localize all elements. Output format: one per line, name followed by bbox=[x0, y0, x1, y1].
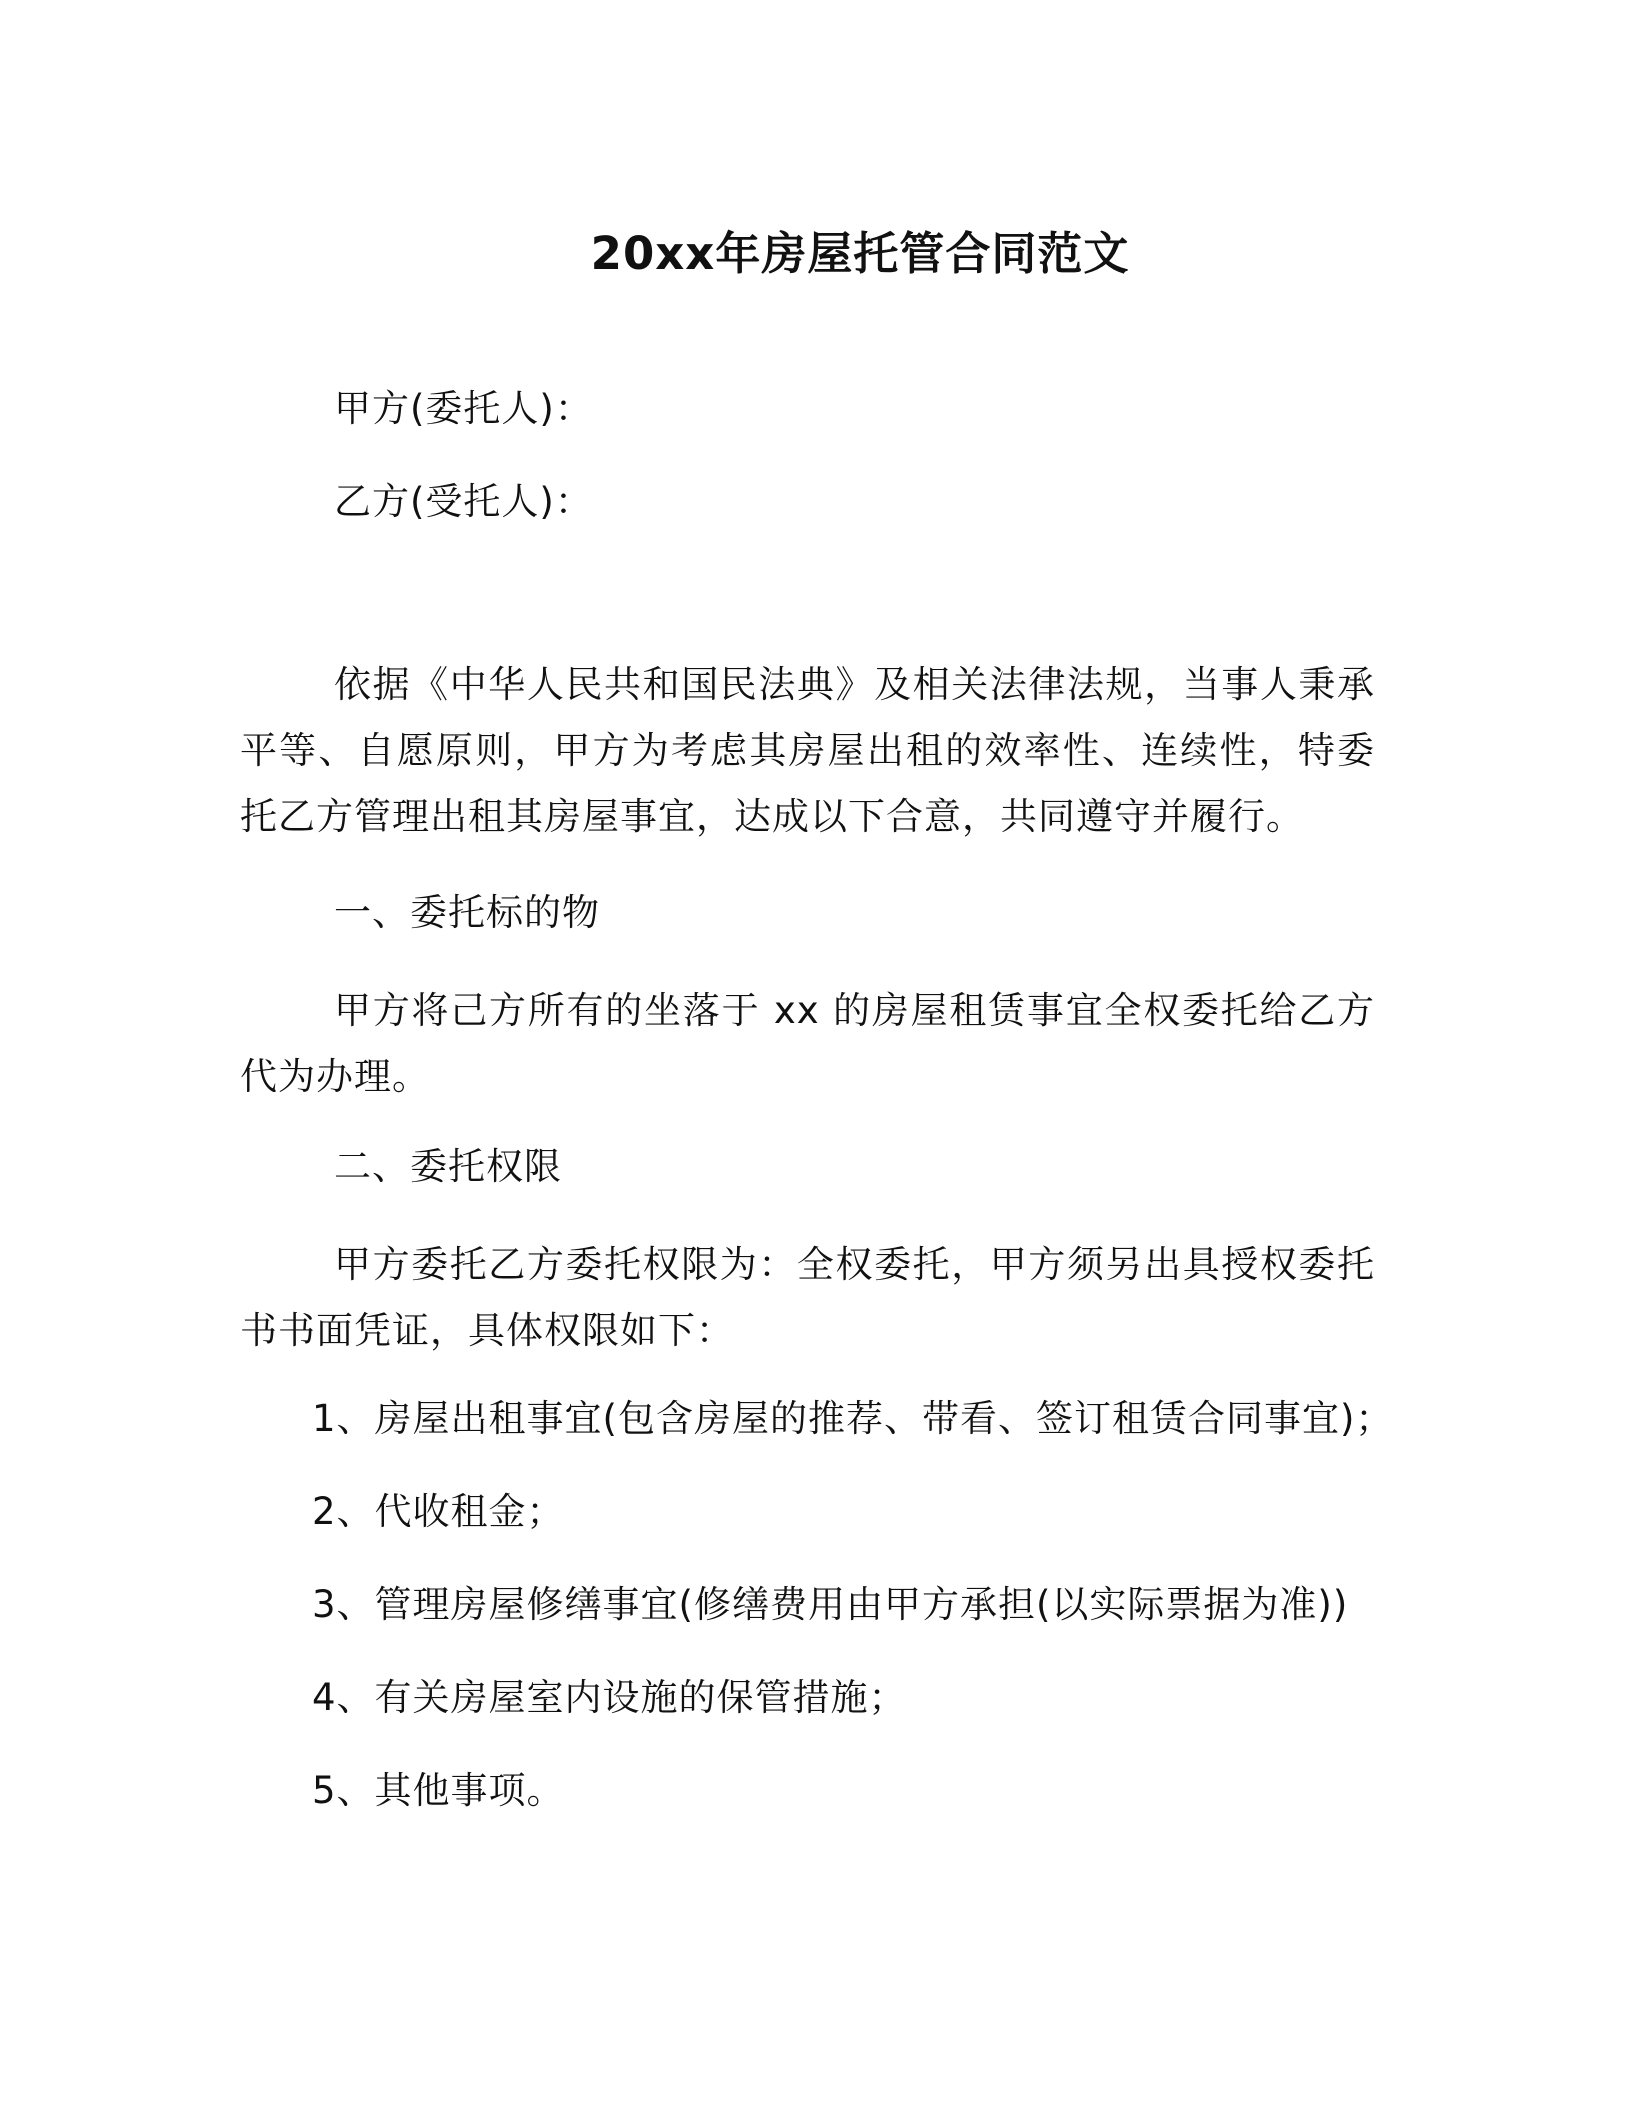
section-body-authority: 甲方委托乙方委托权限为：全权委托，甲方须另出具授权委托书书面凭证，具体权限如下： bbox=[240, 1243, 1375, 1352]
list-item: 2、代收租金； bbox=[312, 1490, 565, 1533]
list-item: 3、管理房屋修缮事宜(修缮费用由甲方承担(以实际票据为准)) bbox=[312, 1583, 1349, 1626]
party-a-label: 甲方(委托人)： bbox=[334, 387, 593, 430]
document-title: 20xx年房屋托管合同范文 bbox=[590, 227, 1130, 280]
preamble-paragraph: 依据《中华人民共和国民法典》及相关法律法规，当事人秉承平等、自愿原则，甲方为考虑其房屋出租的效率性、连续性，特委托乙方管理出租其房屋事宜，达成以下合意，共同遵守并履行。 bbox=[240, 663, 1375, 838]
section-body-subject: 甲方将己方所有的坐落于 xx 的房屋租赁事宜全权委托给乙方代为办理。 bbox=[240, 989, 1375, 1098]
section-heading-authority: 二、委托权限 bbox=[334, 1145, 562, 1188]
list-item: 1、房屋出租事宜(包含房屋的推荐、带看、签订租赁合同事宜)； bbox=[312, 1397, 1394, 1440]
party-b-label: 乙方(受托人)： bbox=[334, 480, 593, 523]
section-heading-subject: 一、委托标的物 bbox=[334, 891, 600, 934]
list-item: 4、有关房屋室内设施的保管措施； bbox=[312, 1676, 907, 1719]
list-item: 5、其他事项。 bbox=[312, 1769, 565, 1812]
